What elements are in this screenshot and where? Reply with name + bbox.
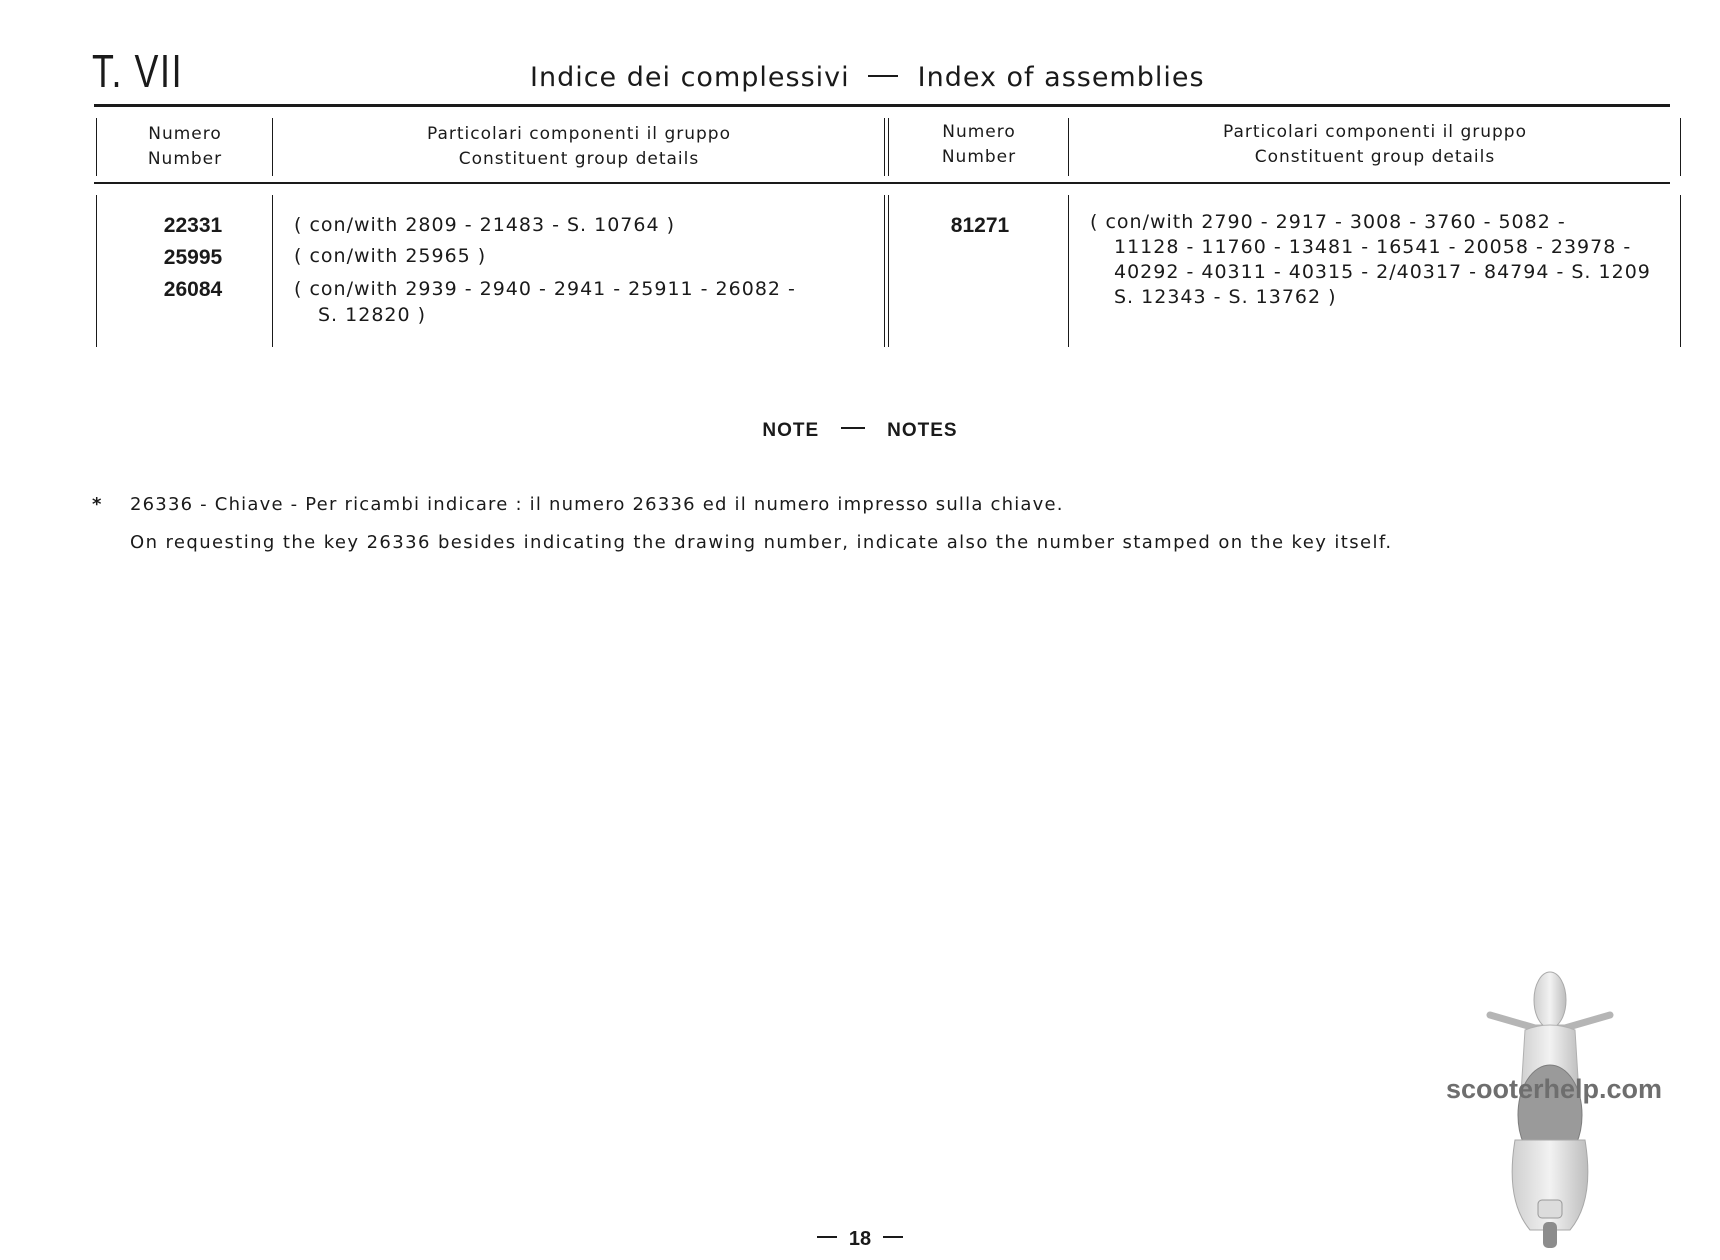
page-title	[530, 62, 1205, 93]
col-divider	[888, 118, 889, 176]
col-divider	[96, 195, 97, 347]
header-details-en: Constituent group details	[1254, 147, 1496, 167]
table-top-rule	[94, 104, 1670, 107]
assembly-number: 25995	[163, 246, 223, 269]
detail-line: S. 12343 - S. 13762 )	[1114, 286, 1337, 308]
header-number-left	[98, 122, 272, 172]
col-divider	[884, 118, 885, 176]
header-details-it: Particolari componenti il gruppo	[1223, 122, 1527, 142]
col-divider	[1068, 118, 1069, 176]
detail-line: 40292 - 40311 - 40315 - 2/40317 - 84794 - S. 1209	[1114, 261, 1651, 283]
right-number-list	[930, 210, 1030, 242]
left-details	[294, 210, 796, 326]
header-details-left	[274, 122, 884, 172]
detail-line: S. 12820 )	[318, 304, 427, 326]
note-marker: *	[92, 494, 102, 515]
notes-heading-en: NOTES	[887, 420, 958, 441]
detail-line: 11128 - 11760 - 13481 - 16541 - 20058 - 23978 -	[1114, 236, 1632, 258]
assembly-number: 22331	[163, 214, 223, 237]
detail-line: ( con/with 25965 )	[294, 245, 487, 267]
notes-heading-it: NOTE	[762, 420, 820, 441]
detail-line: ( con/with 2939 - 2940 - 2941 - 25911 - 26082 -	[294, 278, 796, 300]
notes-dash	[841, 427, 865, 429]
left-number-list	[140, 210, 246, 306]
watermark-text: scooterhelp.com	[1446, 1074, 1663, 1104]
header-details-en: Constituent group details	[458, 149, 700, 169]
header-number-right	[890, 120, 1068, 170]
col-divider	[1680, 195, 1681, 347]
page-number	[0, 1228, 1720, 1251]
header-number-en: Number	[147, 149, 223, 169]
note-line-en: On requesting the key 26336 besides indicating the drawing number, indicate also the number stamped on the key itself.	[130, 532, 1393, 553]
right-details	[1090, 210, 1651, 310]
note-line-it: 26336 - Chiave - Per ricambi indicare : il numero 26336 ed il numero impresso sulla chiave.	[130, 494, 1064, 515]
scooter-icon	[1480, 960, 1620, 1250]
assembly-number: 26084	[163, 278, 223, 301]
page-id: T. VII	[92, 45, 184, 97]
col-divider	[1068, 195, 1069, 347]
col-divider	[272, 118, 273, 176]
assembly-number: 81271	[950, 214, 1010, 237]
header-number-it: Numero	[148, 124, 222, 144]
notes-heading	[0, 420, 1720, 442]
page-title-en: Index of assemblies	[917, 62, 1205, 93]
page-title-it: Indice dei complessivi	[530, 62, 850, 93]
col-divider	[888, 195, 889, 347]
detail-line: ( con/with 2790 - 2917 - 3008 - 3760 - 5082 -	[1090, 211, 1566, 233]
header-number-it: Numero	[942, 122, 1016, 142]
page-number-dash	[883, 1236, 903, 1238]
header-details-right	[1070, 120, 1680, 170]
col-divider	[1680, 118, 1681, 176]
col-divider	[884, 195, 885, 347]
header-number-en: Number	[941, 147, 1017, 167]
title-dash	[868, 75, 898, 77]
page-number-dash	[817, 1236, 837, 1238]
col-divider	[96, 118, 97, 176]
page-number-value: 18	[848, 1228, 872, 1250]
col-divider	[272, 195, 273, 347]
header-details-it: Particolari componenti il gruppo	[427, 124, 731, 144]
detail-line: ( con/with 2809 - 21483 - S. 10764 )	[294, 214, 676, 236]
table-header-rule	[94, 182, 1670, 184]
